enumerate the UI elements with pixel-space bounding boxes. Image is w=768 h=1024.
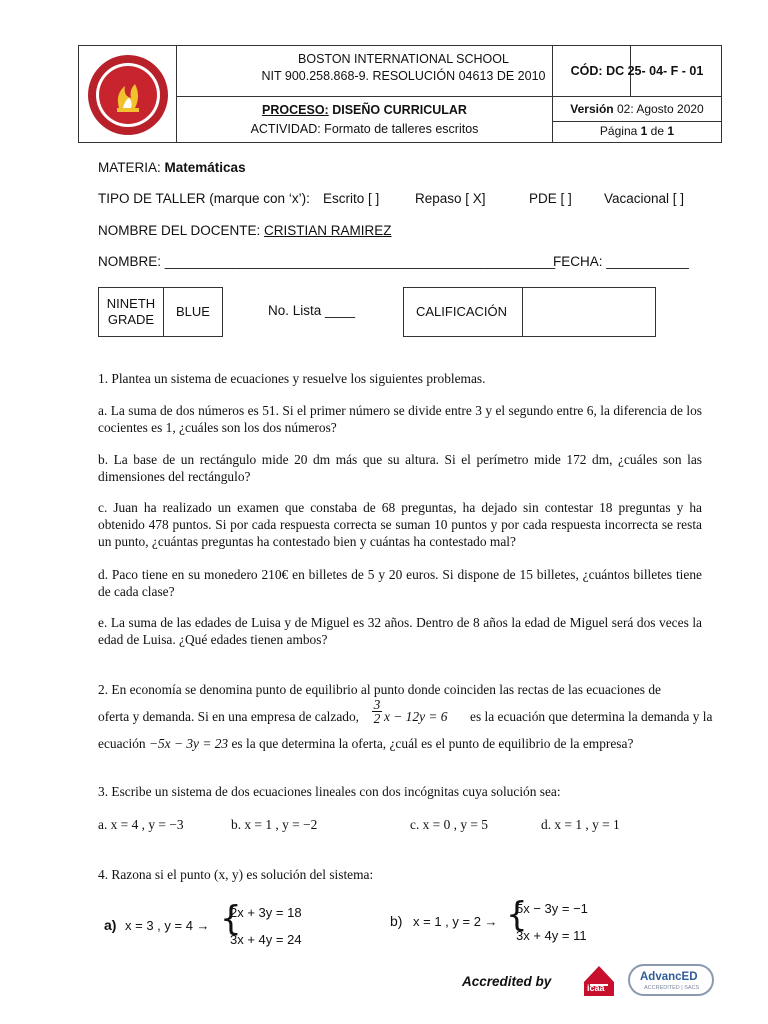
proceso-label: PROCESO: (262, 103, 329, 117)
q4a-eq2: 3x + 4y = 24 (230, 932, 302, 947)
advanced-text: AdvancED (640, 971, 698, 983)
q4b-eq1: 5x − 3y = −1 (516, 901, 588, 916)
question-1a: a. La suma de dos números es 51. Si el primer número se divide entre 3 y el segundo entre 6, la diferencia de los cocientes es 1, ¿cuáles son los dos números? (98, 403, 702, 435)
question-1c: c. Juan ha realizado un examen que constaba de 68 preguntas, ha dejado sin contestar 18 preguntas y ha obtenido 478 puntos. Si por cada respuesta correcta se suman 10 puntos y por cada respuesta incorrecta se resta un punto, ¿cuántas preguntas ha contestado bien y cuántas ha contestado mal? (98, 500, 702, 549)
q3-option-a: a. x = 4 , y = −3 (98, 817, 184, 832)
question-3-intro: 3. Escribe un sistema de dos ecuaciones lineales con dos incógnitas cuya solución sea: (98, 784, 561, 799)
tipo-repaso[interactable]: Repaso [ X] (415, 191, 486, 206)
question-1-intro: 1. Plantea un sistema de ecuaciones y resuelve los siguientes problemas. (98, 371, 486, 386)
tipo-taller-line: TIPO DE TALLER (marque con ‘x’): (98, 191, 310, 206)
version-label: Versión (570, 102, 614, 116)
tipo-pde[interactable]: PDE [ ] (529, 191, 572, 206)
question-2-line2: oferta y demanda. Si en una empresa de calzado, 3 2 x − 12y = 6 es la ecuación que determina la demanda y la (98, 697, 713, 726)
question-2-line3: ecuación −5x − 3y = 23 es la que determina la oferta, ¿cuál es el punto de equilibrio de la empresa? (98, 736, 634, 751)
tipo-escrito[interactable]: Escrito [ ] (323, 191, 380, 206)
q4a-label: a) (104, 917, 117, 933)
icaa-logo (578, 962, 620, 1000)
materia-value: Matemáticas (164, 160, 246, 175)
q4b-label: b) (390, 913, 403, 929)
q3-option-d: d. x = 1 , y = 1 (541, 817, 620, 832)
q4a-point: x = 3 , y = 4 → (125, 918, 210, 933)
fecha-field[interactable]: FECHA: ___________ (553, 254, 689, 269)
question-1d: d. Paco tiene en su monedero 210€ en billetes de 5 y 20 euros. Si dispone de 15 billetes, ¿cuántos billetes tiene de cada clase? (98, 567, 702, 599)
process-info (177, 97, 553, 142)
school-logo (79, 46, 177, 142)
header-divider (552, 45, 553, 143)
accredited-by-text: Accredited by (462, 974, 552, 989)
document-code: CÓD: DC 25- 04- F - 01 (553, 46, 721, 97)
proceso-value: DISEÑO CURRICULAR (332, 103, 467, 117)
q2-fraction: 3 2 (373, 697, 381, 726)
version-value: 02: Agosto 2020 (616, 102, 704, 116)
version-info (553, 97, 721, 142)
q2-demand-equation: x − 12y = 6 (384, 709, 448, 724)
q4b-brace: { (506, 895, 528, 935)
advanced-subtext: ACCREDITED | SACS (644, 985, 700, 991)
calificacion-value-box[interactable] (522, 287, 656, 337)
q2-supply-equation: −5x − 3y = 23 (148, 736, 229, 751)
question-4-intro: 4. Razona si el punto (x, y) es solución del sistema: (98, 867, 374, 882)
materia-line: MATERIA: Matemáticas (98, 160, 246, 175)
school-name: BOSTON INTERNATIONAL SCHOOL (298, 52, 509, 66)
lista-field[interactable]: No. Lista ____ (268, 303, 356, 318)
grade-box: NINETH GRADE (98, 287, 164, 337)
q3-option-c: c. x = 0 , y = 5 (410, 817, 488, 832)
actividad-text: ACTIVIDAD: Formato de talleres escritos (250, 122, 479, 136)
school-logo-cell (79, 46, 177, 142)
school-nit: NIT 900.258.868-9. RESOLUCIÓN 04613 DE 2010 (261, 69, 546, 83)
calificacion-label: CALIFICACIÓN (403, 287, 523, 337)
docente-name: CRISTIAN RAMIREZ (264, 223, 392, 238)
q4a-brace: { (220, 899, 242, 939)
icaa-logo-graphic (578, 962, 620, 1000)
question-2-line1: 2. En economía se denomina punto de equilibrio al punto donde coinciden las rectas de las ecuaciones de (98, 682, 661, 697)
advanced-logo (628, 964, 714, 996)
docente-line: NOMBRE DEL DOCENTE: CRISTIAN RAMIREZ (98, 223, 392, 238)
q3-option-b: b. x = 1 , y = −2 (231, 817, 318, 832)
q4a-eq1: 2x + 3y = 18 (230, 905, 302, 920)
question-1e: e. La suma de las edades de Luisa y de Miguel es 32 años. Dentro de 8 años la edad de Miguel será dos veces la edad de Luisa. ¿Qué edades tienen ambos? (98, 615, 702, 647)
question-1b: b. La base de un rectángulo mide 20 dm más que su altura. Si el perímetro mide 172 dm, ¿cuáles son las dimensiones del rectángulo? (98, 452, 702, 484)
group-box: BLUE (163, 287, 223, 337)
page-indicator: Página 1 de 1 (599, 124, 675, 138)
tipo-vacacional[interactable]: Vacacional [ ] (604, 191, 685, 206)
icaa-text: icaa (587, 983, 605, 993)
nombre-field[interactable]: NOMBRE: ____________________________________________________ (98, 254, 556, 269)
document-header (78, 45, 722, 143)
q4b-eq2: 3x + 4y = 11 (516, 928, 587, 943)
q4b-point: x = 1 , y = 2 → (413, 914, 498, 929)
